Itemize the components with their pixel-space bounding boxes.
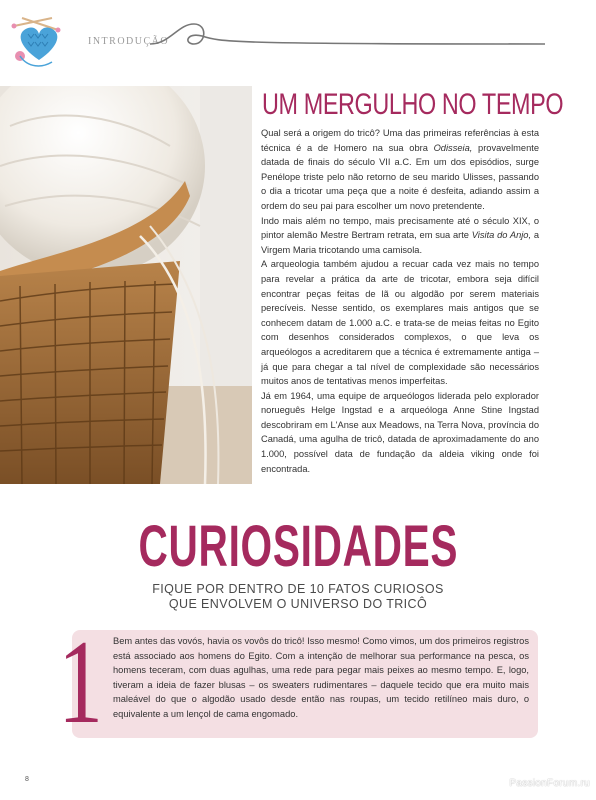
page-number: 8 <box>25 776 29 783</box>
section-label: INTRODUÇÃO <box>88 36 170 47</box>
curiosities-subtitle: FIQUE POR DENTRO DE 10 FATOS CURIOSOS QUE ENVOLVEM O UNIVERSO DO TRICÔ <box>152 582 444 611</box>
article-paragraph: A arqueologia também ajudou a recuar cada vez mais no tempo para revelar a prática da arte de tricotar, embora seja difícil encontrar peças feitas de lã ou algodão por serem materiais perecíveis. Nesse sentido, os exemplares mais antigos que se conhecem datam de 1.000 a.C. e trata-se de meias feitas no Egito com desenhos considerados complexos, o que leva os arqueólogos a acreditarem que a técnica é extremamente antiga – já que para chegar a tal nível de complexidade são necessários muitos anos de tentativas menos imperfeitas. <box>261 259 539 387</box>
page-header <box>0 0 596 80</box>
article-body <box>261 126 539 476</box>
article-title: UM MERGULHO NO TEMPO <box>262 88 564 121</box>
curiosity-number: 1 <box>58 615 103 748</box>
knitting-heart-logo-icon <box>8 12 70 72</box>
yarn-line-decoration <box>150 14 545 54</box>
curiosity-text: Bem antes das vovós, havia os vovôs do tricô! Isso mesmo! Como vimos, um dos primeiros registros está associado aos homens do Egito. Com a intenção de melhorar sua performance na pesca, os homens teceram, com duas agulhas, uma rede para pegar mais peixes ao mesmo tempo. E, logo, tiveram a ideia de fazer blusas – os sweaters rudimentares – daquele tecido que era muito mais maleável do que o algodão usado desde então nas roupas, um tecido retilíneo mais duro, o equivalente a um lençol de cama engomado. <box>113 636 529 719</box>
article-paragraph: Já em 1964, uma equipe de arqueólogos liderada pelo explorador norueguês Helge Ingstad e a arqueóloga Anne Stine Ingstad descobriram em L'Anse aux Meadows, na Terra Nova, província do Canadá, uma agulha de tricô, datada de aproximadamente do ano 1.000, possível data de fundação da aldeia viking onde foi encontrada. <box>261 390 539 474</box>
article-paragraph: Qual será a origem do tricô? Uma das primeiras referências à esta técnica é a de Homero na sua obra Odisseia, provavelmente datada de finais do século VII a.C. Em um dos episódios, surge Penélope triste pelo não retorno de seu marido Ulisses, passando o dia a tricotar uma peça que a noite é desfeita, adiando assim a ordem do seu pai para escolher um novo pretendente. <box>261 128 540 211</box>
article-paragraph: Indo mais além no tempo, mais precisamente até o século XIX, o pintor alemão Mestre Bertram retrata, em sua arte Visita do Anjo, a Virgem Maria tricotando uma camisola. <box>261 215 540 255</box>
watermark: PassionForum.ru <box>509 778 590 789</box>
yarn-basket-photo <box>0 86 252 484</box>
curiosities-title: CURIOSIDADES <box>138 514 458 579</box>
